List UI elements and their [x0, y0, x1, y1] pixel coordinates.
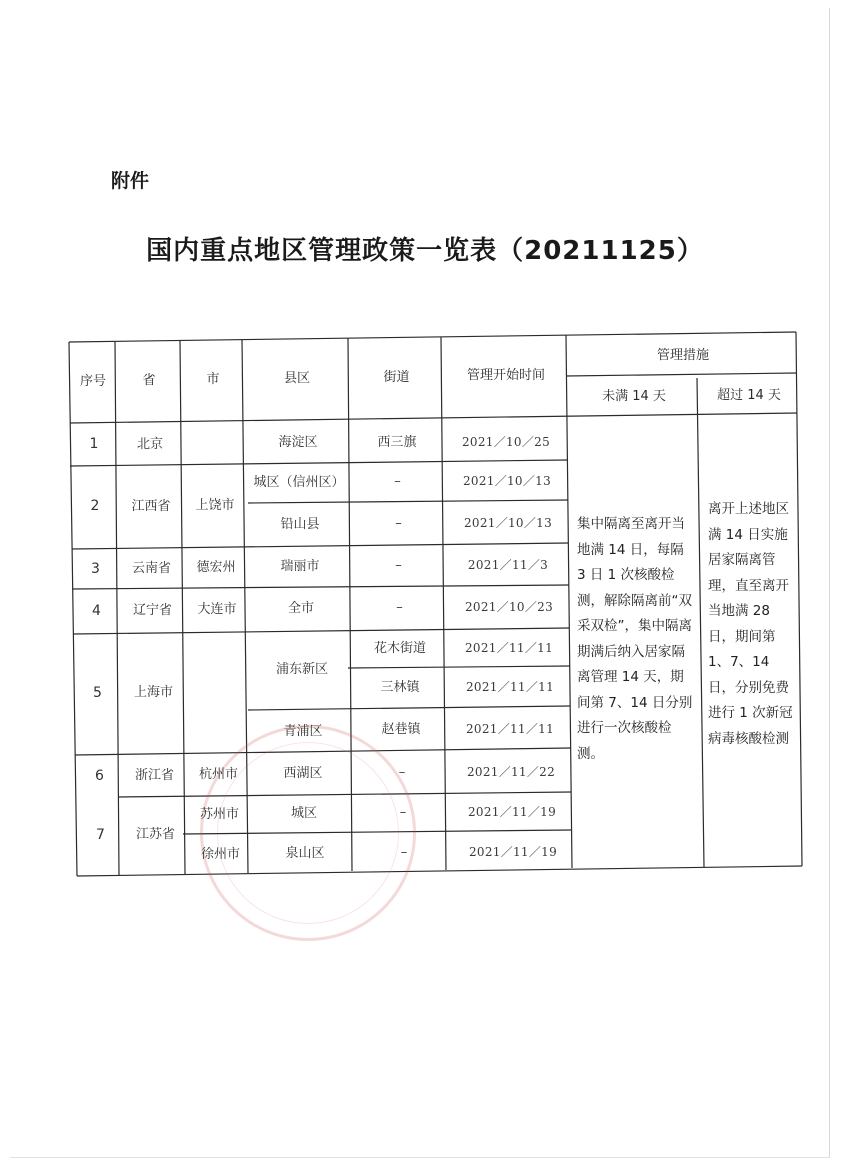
row-street: 西三旗: [377, 434, 417, 450]
row-date: 2021／11／19: [468, 844, 558, 859]
row-index: 6: [95, 768, 104, 785]
row-province: 辽宁省: [132, 602, 172, 618]
row-county: 泉山区: [285, 845, 325, 861]
row-street: 三林镇: [380, 680, 420, 696]
row-index: 5: [93, 685, 102, 702]
row-province: 上海市: [133, 684, 173, 700]
row-county: 瑞丽市: [280, 558, 320, 574]
measure-over-14-text: 离开上述地区满 14 日实施居家隔离管理，直至离开当地满 28 日，期间第 1、7、14 日，分别免费进行 1 次新冠病毒核酸检测: [708, 501, 793, 747]
header-measures: 管理措施: [656, 347, 709, 363]
row-street: –: [394, 473, 401, 489]
row-index: 4: [92, 603, 101, 620]
row-city: 苏州市: [199, 806, 239, 822]
row-city: 杭州市: [198, 766, 238, 782]
row-date: 2021／11／19: [467, 804, 557, 819]
row-date: 2021／10／23: [464, 599, 554, 614]
row-province: 云南省: [131, 560, 171, 576]
row-date: 2021／10／25: [461, 434, 551, 449]
row-province: 北京: [136, 436, 163, 452]
row-date: 2021／11／22: [466, 764, 556, 779]
document-title: 国内重点地区管理政策一览表（20211125）: [146, 236, 704, 266]
row-city: 大连市: [197, 601, 237, 617]
row-street: 花木街道: [373, 640, 426, 656]
measure-under-14-text: 集中隔离至离开当地满 14 日，每隔 3 日 1 次核酸检测，解除隔离前“双采双检”，集中隔离期满后纳入居家隔离管理 14 天，期间第 7、14 日分别进行一次核酸检测。: [577, 516, 693, 762]
row-date: 2021／10／13: [462, 473, 552, 488]
header-over-14: 超过 14 天: [717, 387, 781, 403]
header-index: 序号: [79, 373, 106, 389]
row-index: 2: [90, 498, 100, 515]
row-county: 西湖区: [283, 765, 323, 781]
row-county: 浦东新区: [275, 661, 328, 677]
row-date: 2021／11／11: [465, 680, 555, 694]
row-county: 全市: [287, 600, 314, 616]
header-city: 市: [206, 371, 220, 387]
row-date: 2021／11／11: [464, 640, 554, 655]
row-index: 7: [96, 827, 105, 844]
row-date: 2021／10／13: [463, 515, 553, 530]
header-under-14: 未满 14 天: [602, 388, 666, 404]
attachment-label: 附件: [111, 170, 150, 192]
row-county: 海淀区: [278, 434, 318, 450]
row-street: –: [395, 557, 402, 573]
row-index: 1: [89, 436, 99, 453]
row-date: 2021／11／11: [465, 721, 555, 736]
row-date: 2021／11／3: [467, 557, 549, 572]
row-index: 3: [91, 561, 100, 578]
row-street: –: [395, 515, 402, 531]
header-street: 街道: [383, 369, 410, 385]
row-county: 铅山县: [280, 516, 320, 532]
row-city: 德宏州: [196, 559, 236, 575]
row-county: 城区（信州区）: [253, 474, 345, 490]
row-province: 江苏省: [135, 826, 175, 842]
row-city: 上饶市: [195, 497, 235, 513]
row-province: 江西省: [131, 498, 171, 514]
header-county: 县区: [283, 370, 310, 386]
row-street: –: [399, 804, 407, 820]
row-county: 青浦区: [283, 723, 323, 739]
row-city: 徐州市: [200, 846, 240, 862]
header-start-time: 管理开始时间: [466, 367, 545, 383]
row-street: –: [400, 844, 408, 860]
row-street: 赵巷镇: [381, 721, 421, 737]
header-province: 省: [142, 372, 156, 388]
row-street: –: [396, 599, 403, 615]
row-county: 城区: [290, 805, 317, 821]
row-street: –: [398, 764, 406, 780]
row-province: 浙江省: [134, 767, 174, 783]
